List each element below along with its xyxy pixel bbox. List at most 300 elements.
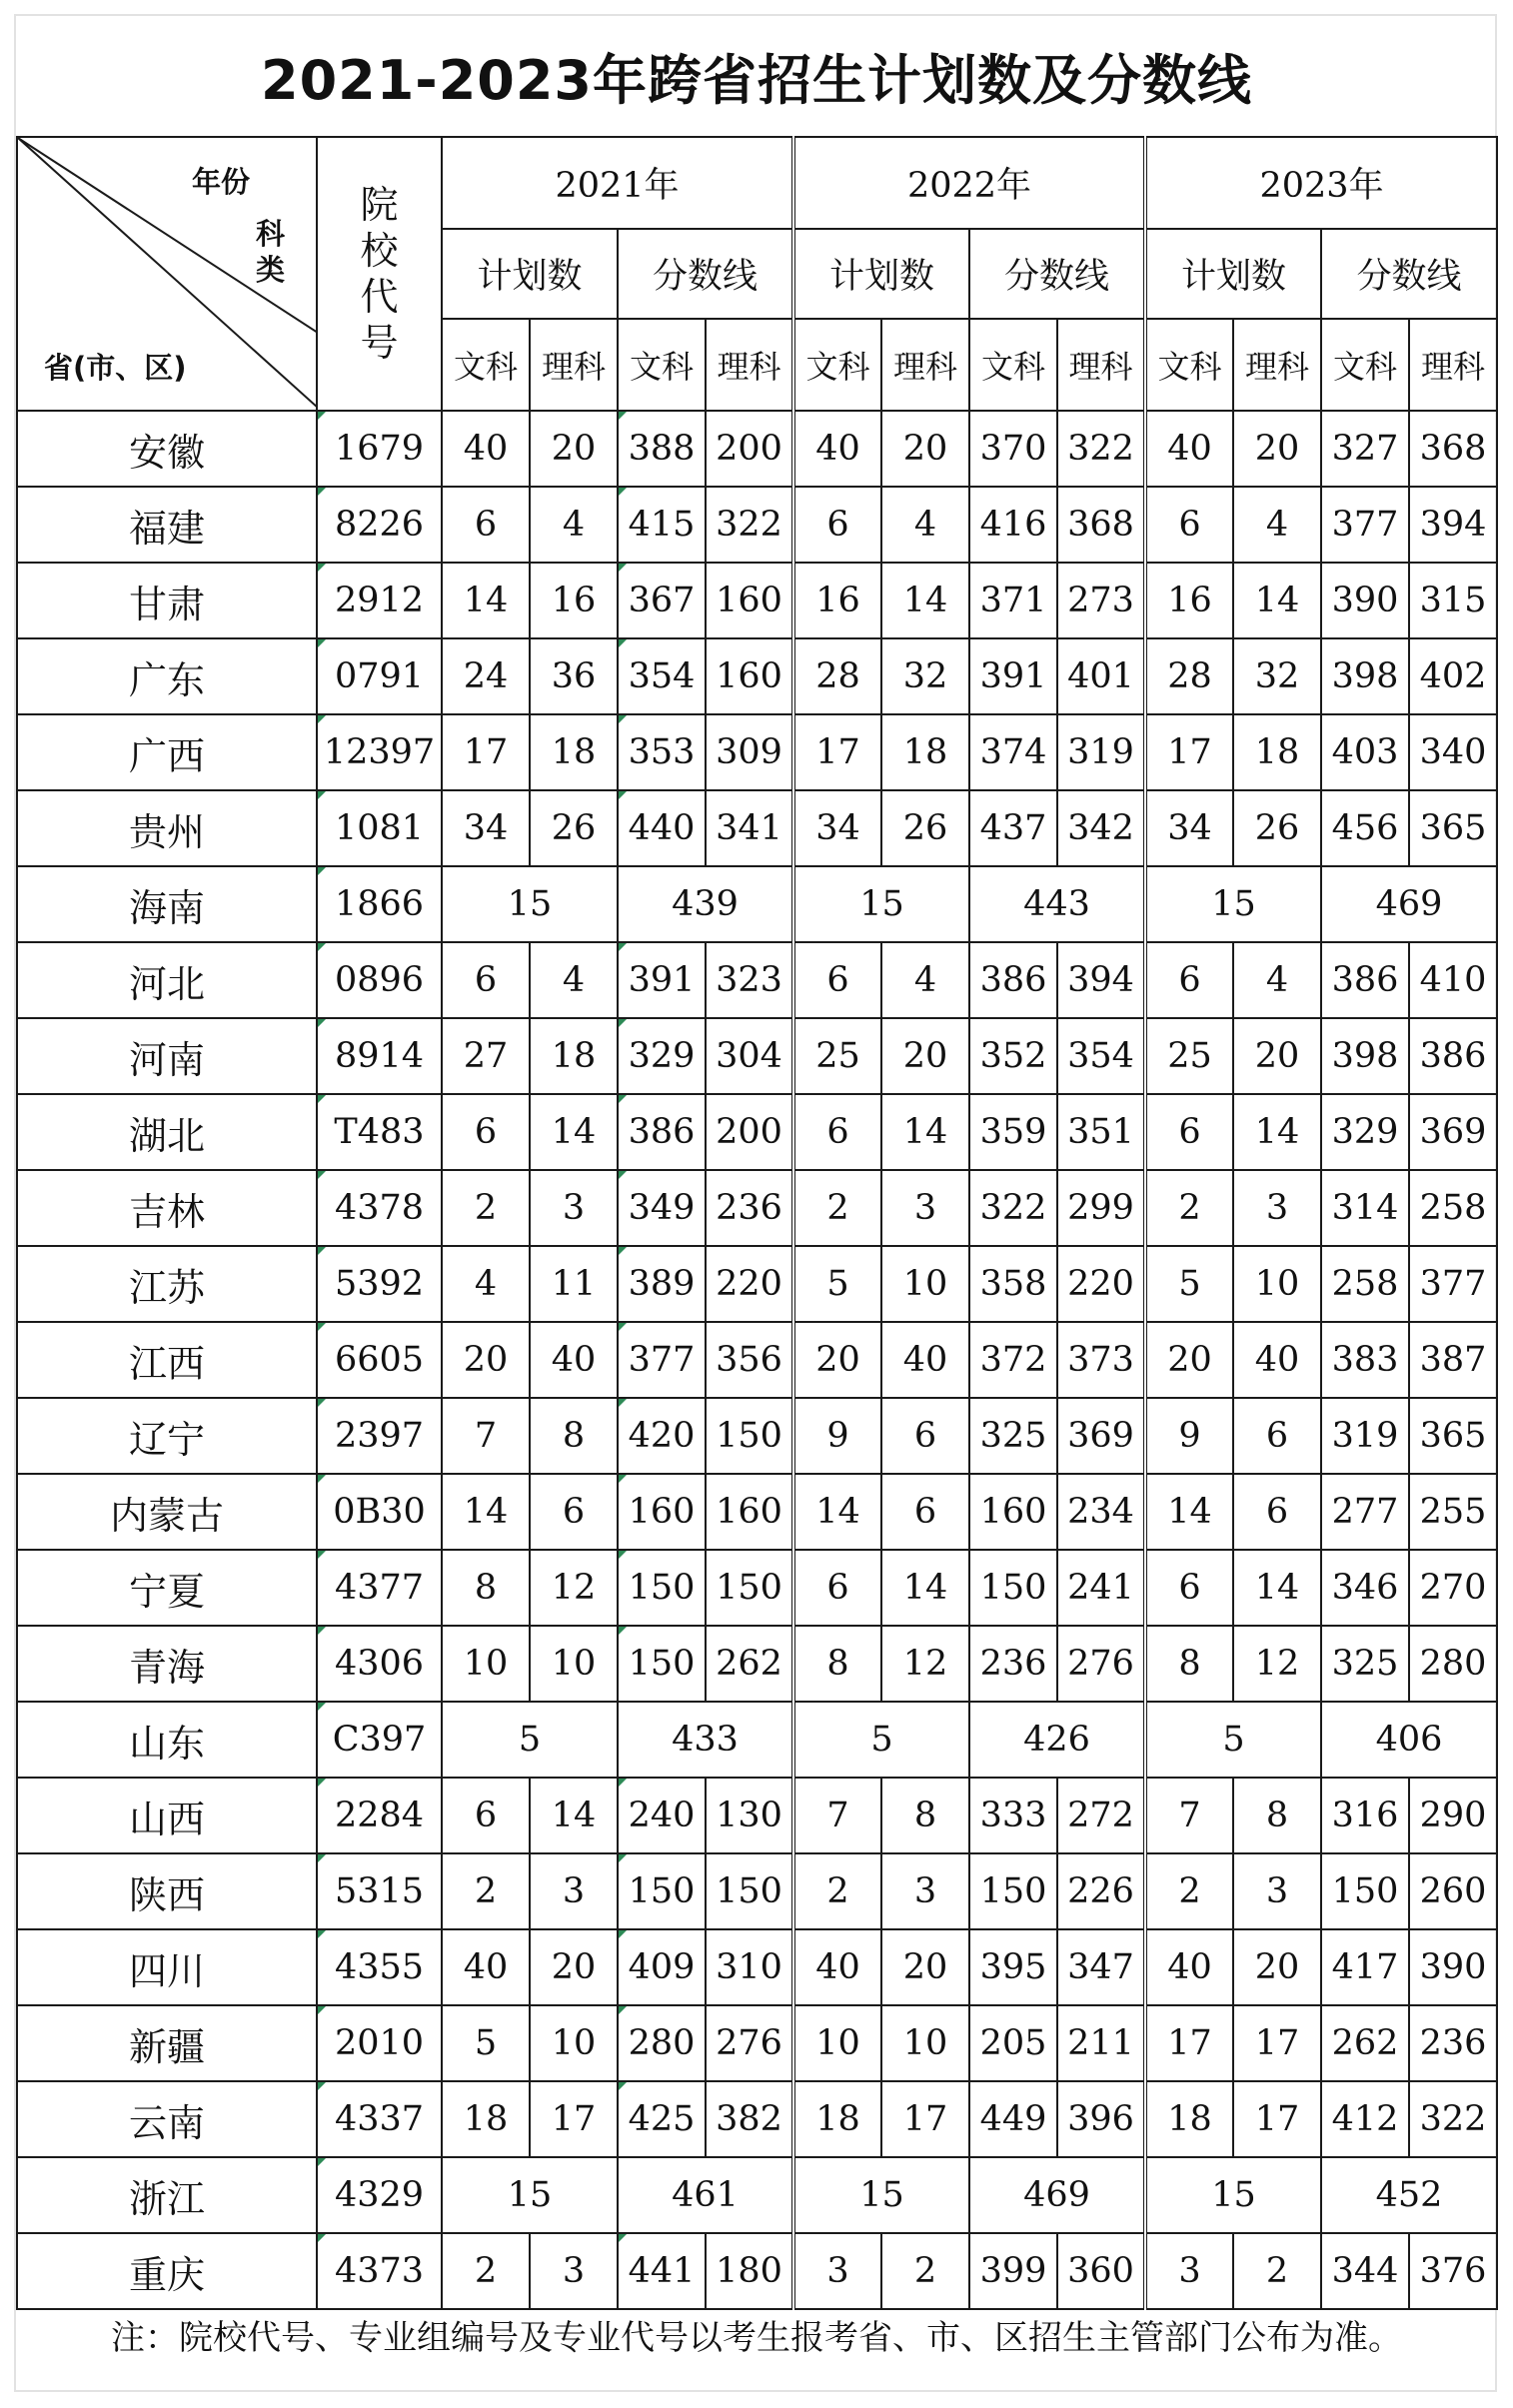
value-cell: 25 [793,1018,881,1094]
plan-header: 计划数 [793,229,969,319]
value-cell: 10 [793,2005,881,2081]
merged-score-cell: 469 [1321,866,1497,942]
value-cell: 270 [1409,1550,1497,1626]
value-cell: 20 [881,1018,969,1094]
value-cell: 3 [530,1853,618,1929]
value-cell: 3 [530,1170,618,1246]
value-cell: 323 [706,942,793,1018]
value-cell: 2 [442,1170,530,1246]
value-cell: 150 [969,1853,1057,1929]
year-header-2021: 2021年 [442,137,793,229]
value-cell: 40 [793,411,881,487]
school-code-cell: 0896 [317,942,442,1018]
value-cell: 40 [530,1322,618,1398]
value-cell: 417 [1321,1929,1409,2005]
table-row [17,1170,1497,1246]
value-cell: 32 [881,638,969,714]
value-cell: 255 [1409,1474,1497,1550]
value-cell: 340 [1409,714,1497,790]
value-cell: 3 [881,1853,969,1929]
corner-label-subject-2: 类 [256,253,286,287]
table-row [17,638,1497,714]
school-code-cell: 2284 [317,1778,442,1853]
value-cell: 20 [881,1929,969,2005]
value-cell: 360 [1057,2233,1145,2309]
value-cell: 371 [969,563,1057,638]
corner-label-year: 年份 [192,165,251,199]
li-header: 理科 [1057,319,1145,411]
value-cell: 200 [706,411,793,487]
value-cell: 9 [793,1398,881,1474]
value-cell: 383 [1321,1322,1409,1398]
value-cell: 211 [1057,2005,1145,2081]
value-cell: 401 [1057,638,1145,714]
value-cell: 441 [618,2233,706,2309]
value-cell: 368 [1057,487,1145,563]
value-cell: 4 [442,1246,530,1322]
table-row [17,2157,1497,2233]
province-cell: 广西 [17,714,317,790]
value-cell: 290 [1409,1778,1497,1853]
value-cell: 365 [1409,790,1497,866]
merged-plan-cell: 15 [442,2157,618,2233]
value-cell: 150 [706,1550,793,1626]
value-cell: 18 [1233,714,1321,790]
value-cell: 28 [793,638,881,714]
value-cell: 319 [1057,714,1145,790]
li-header: 理科 [881,319,969,411]
value-cell: 236 [1409,2005,1497,2081]
table-row [17,2081,1497,2157]
value-cell: 18 [530,1018,618,1094]
value-cell: 17 [881,2081,969,2157]
value-cell: 333 [969,1778,1057,1853]
value-cell: 14 [881,1550,969,1626]
value-cell: 11 [530,1246,618,1322]
value-cell: 14 [442,1474,530,1550]
value-cell: 20 [1233,411,1321,487]
province-cell: 海南 [17,866,317,942]
value-cell: 440 [618,790,706,866]
value-cell: 396 [1057,2081,1145,2157]
school-code-cell: 4378 [317,1170,442,1246]
value-cell: 347 [1057,1929,1145,2005]
value-cell: 369 [1057,1398,1145,1474]
value-cell: 399 [969,2233,1057,2309]
value-cell: 17 [530,2081,618,2157]
value-cell: 8 [793,1626,881,1702]
value-cell: 314 [1321,1170,1409,1246]
school-code-cell: 1866 [317,866,442,942]
value-cell: 160 [706,1474,793,1550]
table-row [17,1929,1497,2005]
value-cell: 409 [618,1929,706,2005]
merged-score-cell: 406 [1321,1702,1497,1778]
value-cell: 5 [793,1246,881,1322]
table-row [17,1474,1497,1550]
value-cell: 200 [706,1094,793,1170]
value-cell: 150 [706,1398,793,1474]
wen-header: 文科 [442,319,530,411]
li-header: 理科 [1233,319,1321,411]
province-cell: 河南 [17,1018,317,1094]
value-cell: 150 [618,1626,706,1702]
province-cell: 宁夏 [17,1550,317,1626]
value-cell: 309 [706,714,793,790]
school-code-cell: 4377 [317,1550,442,1626]
province-cell: 江西 [17,1322,317,1398]
value-cell: 6 [1145,1550,1233,1626]
value-cell: 370 [969,411,1057,487]
province-cell: 江苏 [17,1246,317,1322]
school-code-cell: 6605 [317,1322,442,1398]
province-cell: 河北 [17,942,317,1018]
value-cell: 2 [1145,1170,1233,1246]
value-cell: 4 [881,487,969,563]
value-cell: 240 [618,1778,706,1853]
code-header: 院校代号 [317,137,442,411]
value-cell: 262 [1321,2005,1409,2081]
value-cell: 325 [1321,1626,1409,1702]
corner-header-cell [17,137,317,411]
value-cell: 180 [706,2233,793,2309]
value-cell: 2 [881,2233,969,2309]
value-cell: 27 [442,1018,530,1094]
school-code-cell: 4355 [317,1929,442,2005]
value-cell: 236 [706,1170,793,1246]
score-header: 分数线 [1321,229,1497,319]
value-cell: 6 [530,1474,618,1550]
value-cell: 369 [1409,1094,1497,1170]
table-row [17,2233,1497,2309]
value-cell: 17 [1145,2005,1233,2081]
value-cell: 14 [1233,563,1321,638]
value-cell: 327 [1321,411,1409,487]
value-cell: 299 [1057,1170,1145,1246]
value-cell: 344 [1321,2233,1409,2309]
value-cell: 273 [1057,563,1145,638]
value-cell: 2 [1145,1853,1233,1929]
value-cell: 7 [1145,1778,1233,1853]
value-cell: 18 [530,714,618,790]
province-cell: 广东 [17,638,317,714]
value-cell: 7 [793,1778,881,1853]
merged-plan-cell: 5 [793,1702,969,1778]
plan-header: 计划数 [442,229,618,319]
table-row [17,1550,1497,1626]
value-cell: 262 [706,1626,793,1702]
table-row [17,1702,1497,1778]
value-cell: 377 [1409,1246,1497,1322]
school-code-cell: C397 [317,1702,442,1778]
value-cell: 14 [530,1094,618,1170]
value-cell: 32 [1233,638,1321,714]
province-cell: 甘肃 [17,563,317,638]
value-cell: 272 [1057,1778,1145,1853]
table-row [17,1018,1497,1094]
value-cell: 20 [530,411,618,487]
page-title: 2021-2023年跨省招生计划数及分数线 [261,49,1252,112]
province-cell: 山东 [17,1702,317,1778]
value-cell: 40 [881,1322,969,1398]
value-cell: 386 [618,1094,706,1170]
value-cell: 20 [881,411,969,487]
value-cell: 8 [530,1398,618,1474]
value-cell: 322 [1057,411,1145,487]
value-cell: 150 [618,1853,706,1929]
province-cell: 浙江 [17,2157,317,2233]
value-cell: 319 [1321,1398,1409,1474]
value-cell: 10 [442,1626,530,1702]
year-header-2022: 2022年 [793,137,1145,229]
value-cell: 16 [793,563,881,638]
value-cell: 316 [1321,1778,1409,1853]
value-cell: 353 [618,714,706,790]
value-cell: 416 [969,487,1057,563]
value-cell: 398 [1321,1018,1409,1094]
value-cell: 8 [442,1550,530,1626]
wen-header: 文科 [1145,319,1233,411]
value-cell: 389 [618,1246,706,1322]
value-cell: 25 [1145,1018,1233,1094]
li-header: 理科 [706,319,793,411]
value-cell: 6 [1145,487,1233,563]
value-cell: 28 [1145,638,1233,714]
school-code-cell: 5315 [317,1853,442,1929]
value-cell: 410 [1409,942,1497,1018]
value-cell: 276 [706,2005,793,2081]
year-header-2023: 2023年 [1145,137,1497,229]
province-cell: 吉林 [17,1170,317,1246]
province-cell: 新疆 [17,2005,317,2081]
value-cell: 20 [793,1322,881,1398]
school-code-cell: 12397 [317,714,442,790]
value-cell: 14 [881,563,969,638]
value-cell: 388 [618,411,706,487]
table-row [17,942,1497,1018]
value-cell: 391 [969,638,1057,714]
merged-plan-cell: 15 [442,866,618,942]
value-cell: 20 [1233,1929,1321,2005]
value-cell: 395 [969,1929,1057,2005]
value-cell: 322 [1409,2081,1497,2157]
value-cell: 386 [969,942,1057,1018]
value-cell: 258 [1321,1246,1409,1322]
table-row [17,487,1497,563]
value-cell: 10 [881,2005,969,2081]
value-cell: 390 [1409,1929,1497,2005]
school-code-cell: 4306 [317,1626,442,1702]
school-code-cell: 0B30 [317,1474,442,1550]
value-cell: 34 [442,790,530,866]
value-cell: 14 [442,563,530,638]
value-cell: 14 [1145,1474,1233,1550]
value-cell: 3 [1145,2233,1233,2309]
school-code-cell: 0791 [317,638,442,714]
value-cell: 437 [969,790,1057,866]
score-header: 分数线 [618,229,793,319]
value-cell: 34 [1145,790,1233,866]
value-cell: 14 [793,1474,881,1550]
value-cell: 258 [1409,1170,1497,1246]
plan-header: 计划数 [1145,229,1321,319]
value-cell: 342 [1057,790,1145,866]
value-cell: 390 [1321,563,1409,638]
value-cell: 226 [1057,1853,1145,1929]
table-row [17,1778,1497,1853]
value-cell: 3 [1233,1170,1321,1246]
value-cell: 425 [618,2081,706,2157]
value-cell: 280 [1409,1626,1497,1702]
province-cell: 四川 [17,1929,317,2005]
value-cell: 351 [1057,1094,1145,1170]
value-cell: 329 [1321,1094,1409,1170]
value-cell: 150 [969,1550,1057,1626]
value-cell: 4 [530,942,618,1018]
wen-header: 文科 [969,319,1057,411]
value-cell: 14 [881,1094,969,1170]
value-cell: 329 [618,1018,706,1094]
value-cell: 394 [1409,487,1497,563]
value-cell: 377 [1321,487,1409,563]
table-row [17,563,1497,638]
value-cell: 349 [618,1170,706,1246]
value-cell: 10 [881,1246,969,1322]
value-cell: 415 [618,487,706,563]
value-cell: 376 [1409,2233,1497,2309]
value-cell: 6 [793,1094,881,1170]
value-cell: 4 [1233,942,1321,1018]
merged-score-cell: 443 [969,866,1145,942]
value-cell: 368 [1409,411,1497,487]
merged-plan-cell: 15 [793,866,969,942]
value-cell: 2 [442,2233,530,2309]
corner-label-subject-1: 科 [256,217,286,251]
footnote: 注：院校代号、专业组编号及专业代号以考生报考省、市、区招生主管部门公布为准。 [111,2318,1402,2358]
value-cell: 17 [1233,2005,1321,2081]
value-cell: 6 [881,1398,969,1474]
score-header: 分数线 [969,229,1145,319]
value-cell: 382 [706,2081,793,2157]
table-row [17,1094,1497,1170]
value-cell: 40 [793,1929,881,2005]
value-cell: 18 [442,2081,530,2157]
value-cell: 367 [618,563,706,638]
value-cell: 387 [1409,1322,1497,1398]
merged-plan-cell: 15 [1145,866,1321,942]
value-cell: 17 [1233,2081,1321,2157]
value-cell: 276 [1057,1626,1145,1702]
value-cell: 3 [1233,1853,1321,1929]
province-cell: 贵州 [17,790,317,866]
value-cell: 150 [1321,1853,1409,1929]
table-row [17,866,1497,942]
value-cell: 315 [1409,563,1497,638]
value-cell: 36 [530,638,618,714]
value-cell: 241 [1057,1550,1145,1626]
table-row [17,1246,1497,1322]
value-cell: 386 [1409,1018,1497,1094]
value-cell: 354 [1057,1018,1145,1094]
value-cell: 12 [1233,1626,1321,1702]
school-code-cell: 4337 [317,2081,442,2157]
merged-plan-cell: 15 [793,2157,969,2233]
value-cell: 386 [1321,942,1409,1018]
province-cell: 辽宁 [17,1398,317,1474]
province-cell: 重庆 [17,2233,317,2309]
table-row [17,1398,1497,1474]
value-cell: 277 [1321,1474,1409,1550]
value-cell: 2 [1233,2233,1321,2309]
value-cell: 16 [1145,563,1233,638]
wen-header: 文科 [618,319,706,411]
admission-table [16,136,1498,2310]
value-cell: 150 [706,1853,793,1929]
value-cell: 10 [530,2005,618,2081]
school-code-cell: 2397 [317,1398,442,1474]
table-row [17,1322,1497,1398]
value-cell: 14 [530,1778,618,1853]
value-cell: 18 [793,2081,881,2157]
value-cell: 325 [969,1398,1057,1474]
value-cell: 6 [793,1550,881,1626]
school-code-cell: 1679 [317,411,442,487]
wen-header: 文科 [793,319,881,411]
school-code-cell: 1081 [317,790,442,866]
school-code-cell: 4373 [317,2233,442,2309]
school-code-cell: 4329 [317,2157,442,2233]
value-cell: 220 [706,1246,793,1322]
table-row [17,790,1497,866]
table-row [17,1626,1497,1702]
merged-score-cell: 426 [969,1702,1145,1778]
value-cell: 8 [881,1778,969,1853]
value-cell: 160 [706,563,793,638]
value-cell: 40 [1145,1929,1233,2005]
value-cell: 420 [618,1398,706,1474]
table-row [17,411,1497,487]
school-code-cell: T483 [317,1094,442,1170]
table-body [17,411,1497,2309]
school-code-cell: 2912 [317,563,442,638]
province-cell: 内蒙古 [17,1474,317,1550]
school-code-cell: 5392 [317,1246,442,1322]
value-cell: 403 [1321,714,1409,790]
province-cell: 陕西 [17,1853,317,1929]
value-cell: 398 [1321,638,1409,714]
wen-header: 文科 [1321,319,1409,411]
value-cell: 6 [793,942,881,1018]
province-cell: 山西 [17,1778,317,1853]
value-cell: 6 [442,1094,530,1170]
value-cell: 304 [706,1018,793,1094]
value-cell: 3 [881,1170,969,1246]
value-cell: 6 [1145,1094,1233,1170]
value-cell: 26 [530,790,618,866]
value-cell: 10 [1233,1246,1321,1322]
value-cell: 5 [1145,1246,1233,1322]
value-cell: 20 [1233,1018,1321,1094]
school-code-cell: 2010 [317,2005,442,2081]
merged-plan-cell: 15 [1145,2157,1321,2233]
value-cell: 12 [530,1550,618,1626]
value-cell: 220 [1057,1246,1145,1322]
value-cell: 2 [793,1170,881,1246]
value-cell: 16 [530,563,618,638]
merged-score-cell: 433 [618,1702,793,1778]
value-cell: 10 [530,1626,618,1702]
value-cell: 374 [969,714,1057,790]
